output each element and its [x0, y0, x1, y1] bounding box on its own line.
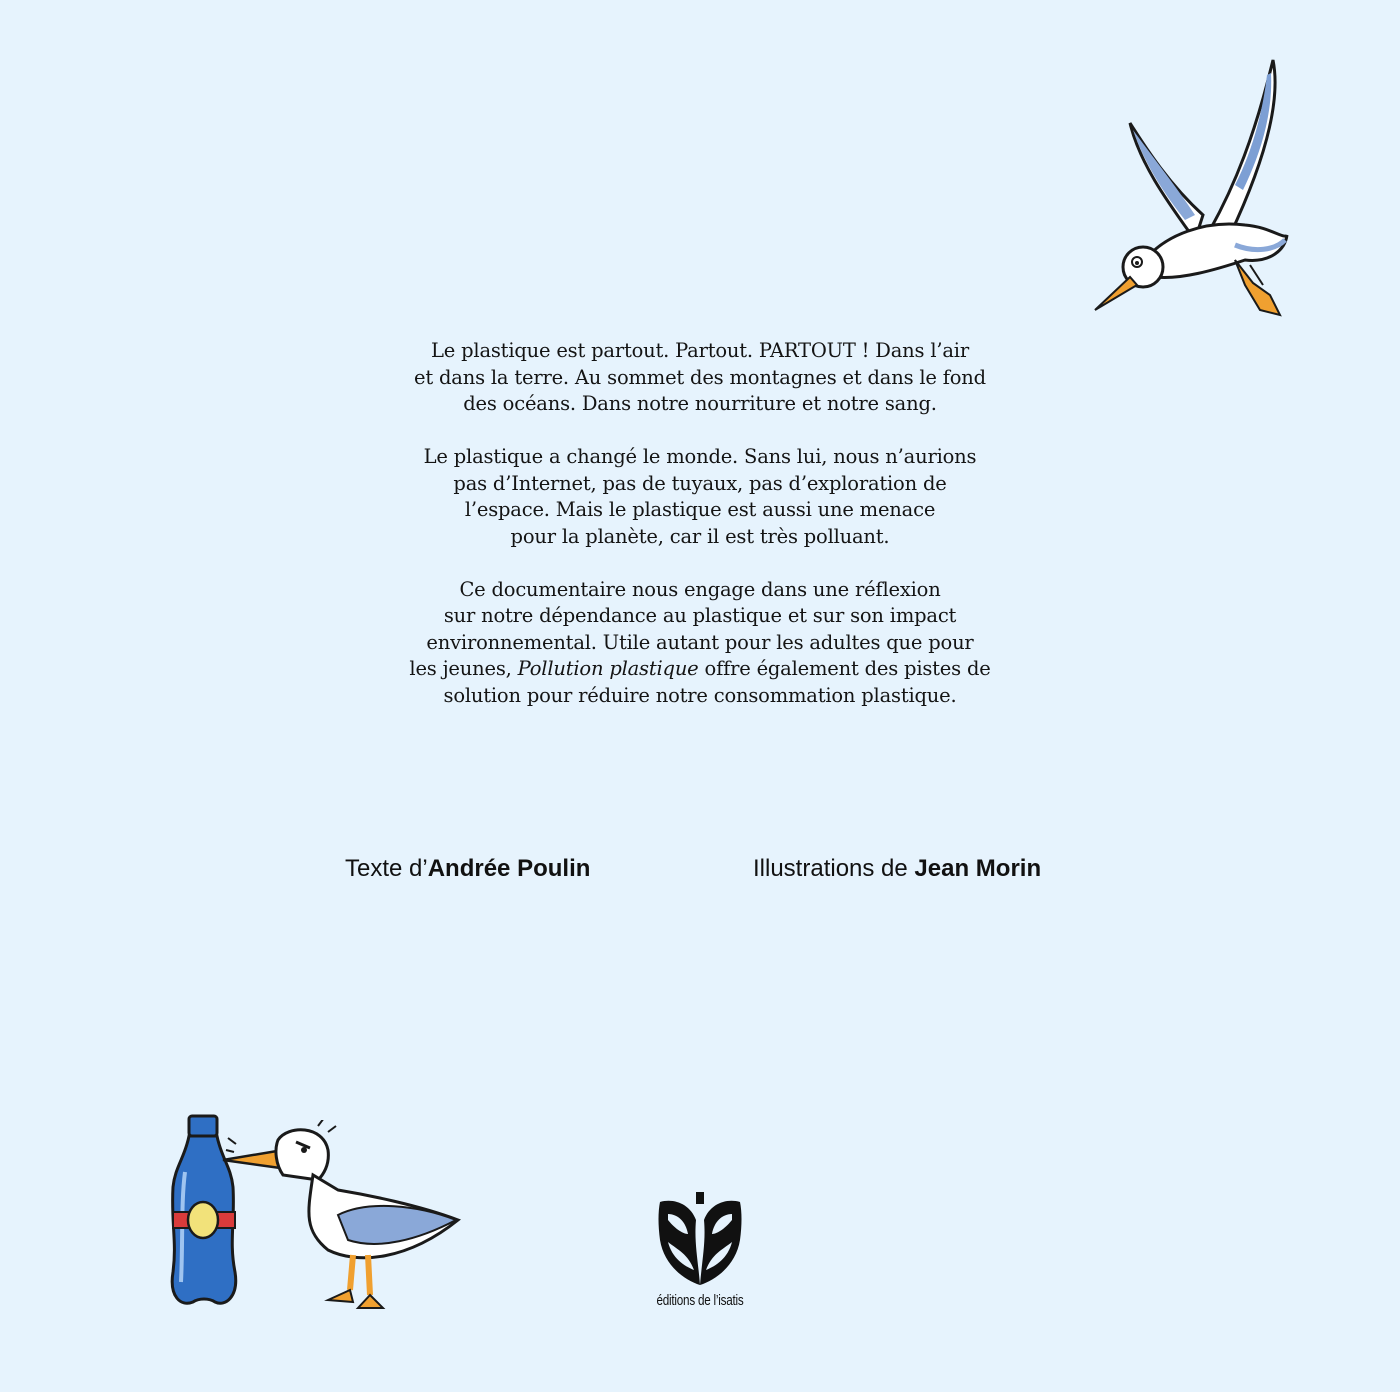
illustrator-name: Jean Morin	[914, 855, 1042, 882]
blurb-paragraph-3	[340, 577, 1060, 710]
standing-seagull-illustration	[218, 1120, 468, 1320]
back-cover-blurb	[340, 338, 1060, 736]
isatis-fox-logo-icon	[654, 1190, 746, 1290]
blurb-line: Le plastique a changé le monde. Sans lui, nous n’aurions	[423, 445, 977, 468]
author-credit	[345, 855, 590, 883]
publisher-name: éditions de l’isatis	[656, 1292, 744, 1309]
author-name: Andrée Poulin	[427, 855, 591, 882]
author-credit-prefix: Texte d’	[345, 855, 428, 882]
blurb-paragraph-2	[340, 444, 1060, 550]
flying-seagull-illustration	[1085, 55, 1300, 325]
blurb-line: pas d’Internet, pas de tuyaux, pas d’exploration de	[453, 471, 947, 495]
book-title: Pollution plastique	[517, 657, 699, 680]
blurb-line: Le plastique est partout. Partout. PARTOUT ! Dans l’air	[431, 339, 969, 362]
blurb-paragraph-1	[340, 338, 1060, 418]
illustrator-credit	[753, 855, 1041, 883]
blurb-text: offre également des pistes de	[698, 657, 991, 680]
blurb-line: environnemental. Utile autant pour les adultes que pour	[426, 630, 974, 654]
blurb-line: pour la planète, car il est très polluant.	[510, 524, 890, 548]
illustrator-credit-prefix: Illustrations de	[753, 855, 915, 882]
blurb-line: des océans. Dans notre nourriture et notre sang.	[463, 392, 937, 415]
blurb-text: les jeunes,	[409, 657, 518, 680]
blurb-line: l’espace. Mais le plastique est aussi une menace	[464, 498, 936, 521]
blurb-line: Ce documentaire nous engage dans une réflexion	[459, 577, 941, 601]
blurb-line	[340, 656, 1060, 683]
blurb-line: sur notre dépendance au plastique et sur son impact	[443, 604, 957, 627]
blurb-line: et dans la terre. Au sommet des montagnes et dans le fond	[414, 365, 986, 389]
blurb-line: solution pour réduire notre consommation plastique.	[443, 683, 957, 707]
